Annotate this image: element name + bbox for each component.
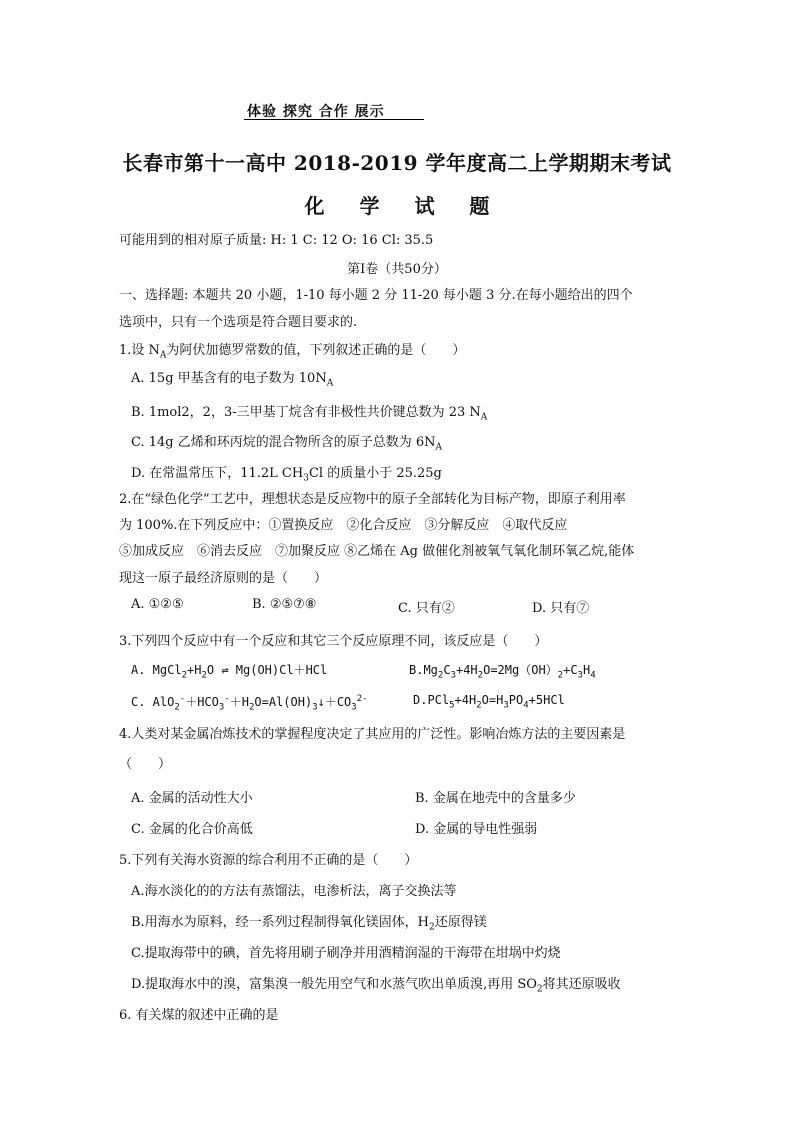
question-3-option-a: A. $MgCl_2+H_2O$ ⇌ Mg(OH)Cl＋HCl	[131, 663, 328, 681]
exam-subtitle: 化 学 试 题	[304, 194, 504, 218]
question-2-line: 为 100%.在下列反应中：①置换反应 ②化合反应 ③分解反应 ④取代反应	[119, 518, 568, 533]
question-2-line: 现这一原子最经济原则的是（ ）	[119, 571, 328, 586]
question-4-line: 4.人类对某金属冶炼技术的掌握程度决定了其应用的广泛性。影响冶炼方法的主要因素是	[119, 727, 626, 742]
question-5-option-c: C.提取海带中的碘，首先将用刷子刷净并用酒精润湿的干海带在坩埚中灼烧	[131, 946, 561, 961]
question-1-option-a: A. 15g 甲基含有的电子数为 $10N_A$	[131, 371, 334, 389]
question-5-option-d: D.提取海水中的溴，富集溴一般先用空气和水蒸气吹出单质溴,再用 $SO_2$将其还原吸收	[131, 977, 621, 995]
atomic-mass-line: 可能用到的相对原子质量: H: 1 C: 12 O: 16 Cl: 35.5	[119, 233, 434, 248]
question-3-option-d: $D.PCl_5+4H_2O=H_3PO_4+5HCl$	[413, 693, 565, 711]
question-2-option-c: C. 只有②	[398, 601, 455, 616]
question-1-option-c: C. 14g 乙烯和环丙烷的混合物所含的原子总数为 $6N_A$	[131, 435, 443, 453]
motto: 体验 探究 合作 展示	[247, 104, 385, 120]
question-2-line: 2.在“绿色化学”工艺中，理想状态是反应物中的原子全部转化为目标产物，即原子利用率	[119, 492, 626, 507]
question-1-option-b: B. 1mol2，2，3-三甲基丁烷含有非极性共价键总数为 23 $N_A$	[131, 405, 488, 423]
section-intro-line: 一、选择题: 本题共 20 小题，1-10 每小题 2 分 11-20 每小题 3 分.在每小题给出的四个	[119, 288, 633, 303]
question-4-option-d: D. 金属的导电性强弱	[415, 822, 538, 837]
question-2-line: ⑤加成反应 ⑥消去反应 ⑦加聚反应 ⑧乙烯在 Ag 做催化剂被氧气氧化制环氧乙烷,能体	[119, 544, 635, 559]
question-1-option-d: D. 在常温常压下，11.2L $CH_3Cl$ 的质量小于 25.25g	[131, 466, 442, 484]
motto-underline	[244, 119, 424, 120]
question-1-stem: 1.设 $N_A$为阿伏加德罗常数的值，下列叙述正确的是（ ）	[119, 343, 466, 361]
question-3-option-b: $B.Mg_2C_3+4H_2O=2Mg(OH)_2+C_3H_4$	[409, 663, 596, 681]
question-3-stem: 3.下列四个反应中有一个反应和其它三个反应原理不同，该反应是（ ）	[119, 634, 548, 649]
question-5-option-b: B.用海水为原料，经一系列过程制得氧化镁固体，$H_2$还原得镁	[131, 915, 487, 933]
question-4-option-c: C. 金属的化合价高低	[131, 822, 253, 837]
question-2-option-d: D. 只有⑦	[532, 601, 590, 616]
section-title: 第Ⅰ卷（共50分）	[347, 262, 447, 277]
question-2-option-a: A. ①②⑤	[131, 597, 184, 612]
question-3-option-c: C. $AlO_2^-+HCO_3^-+H_2O=Al(OH)_3↓+CO_3^{2-}$	[131, 694, 368, 713]
question-5-option-a: A.海水淡化的的方法有蒸馏法，电渗析法，离子交换法等	[131, 884, 457, 899]
exam-title: 长春市第十一高中 2018-2019 学年度高二上学期期末考试	[122, 151, 672, 175]
question-5-stem: 5.下列有关海水资源的综合利用不正确的是（ ）	[119, 853, 418, 868]
question-4-option-a: A. 金属的活动性大小	[131, 791, 253, 806]
question-2-option-b: B. ②⑤⑦⑧	[252, 597, 317, 612]
question-4-option-b: B. 金属在地壳中的含量多少	[415, 791, 576, 806]
section-intro-line: 选项中，只有一个选项是符合题目要求的.	[119, 315, 358, 330]
question-4-line: （ ）	[119, 757, 172, 772]
question-6-stem: 6. 有关煤的叙述中正确的是	[119, 1008, 279, 1023]
